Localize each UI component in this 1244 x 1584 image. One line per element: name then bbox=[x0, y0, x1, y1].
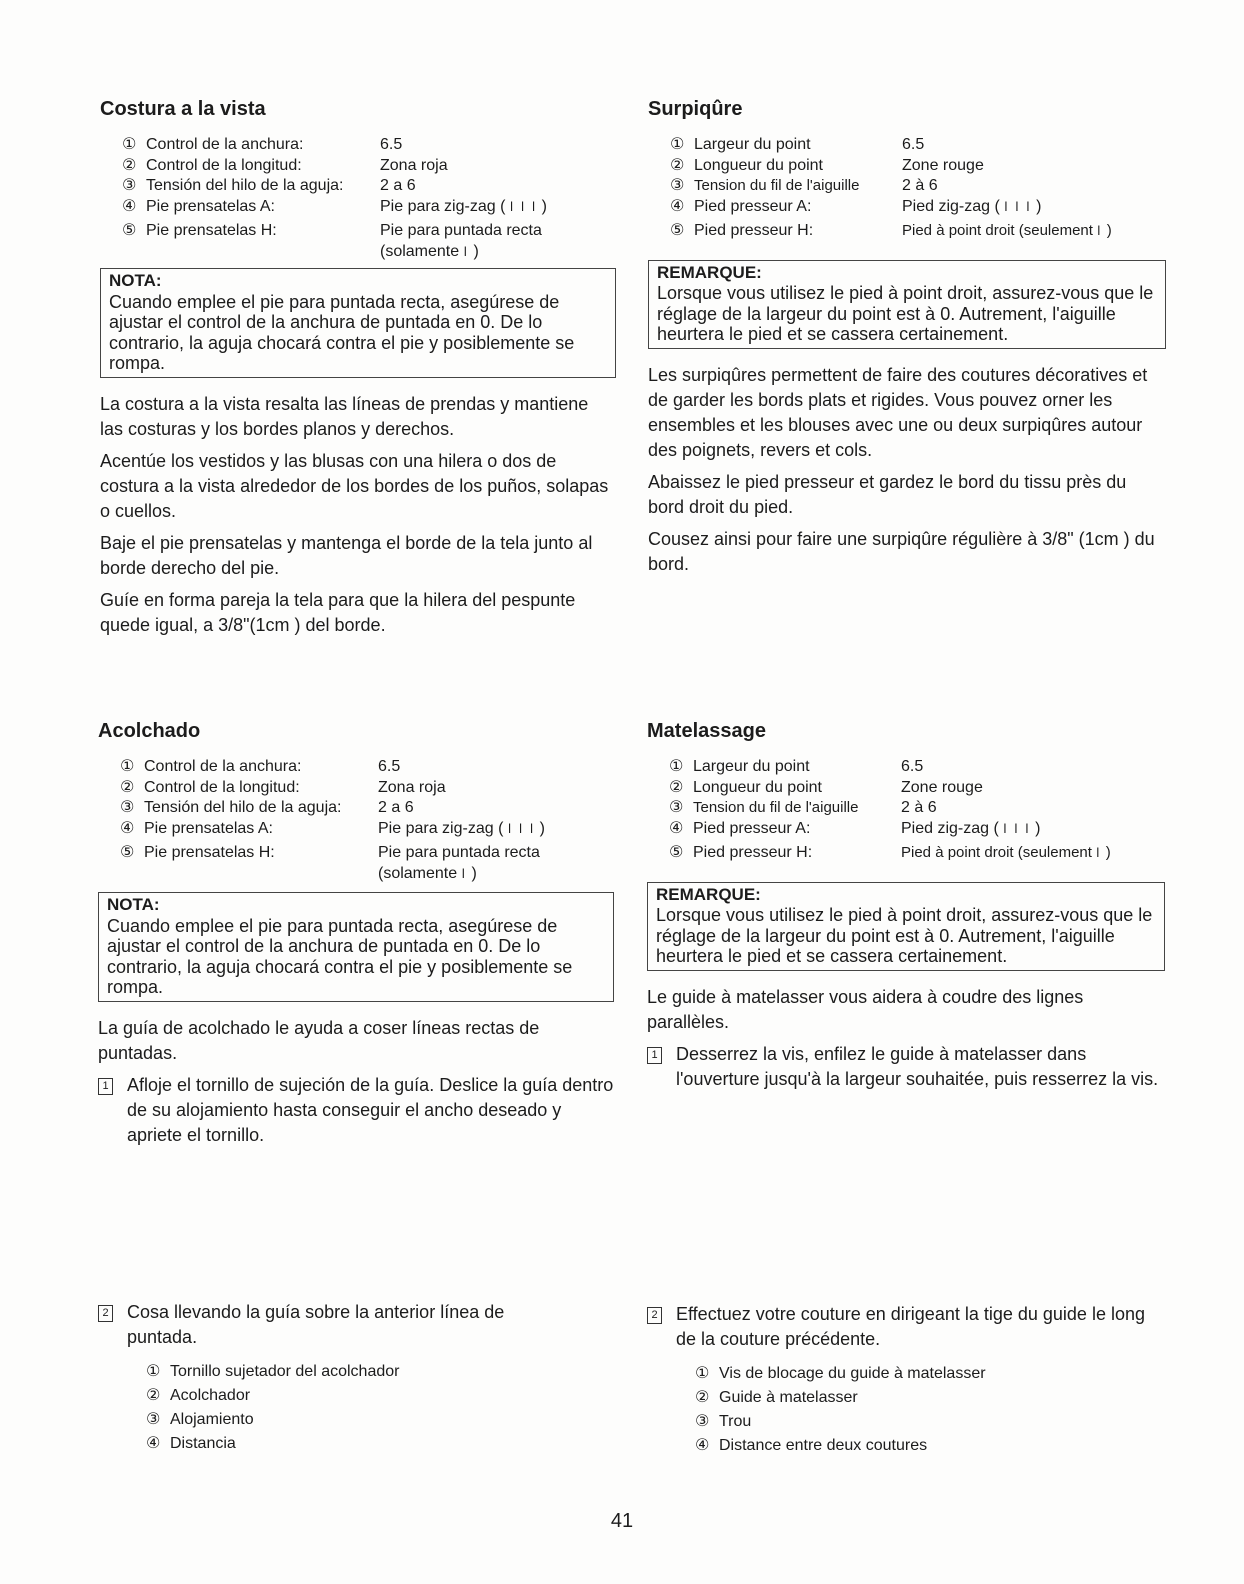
setting-row: ④ Pied presseur A: Pied zig-zag ( ǀ ǀ ǀ ) bbox=[669, 819, 1041, 837]
list-item: ② Guide à matelasser bbox=[695, 1389, 858, 1406]
paragraph: Le guide à matelasser vous aidera à coudre des lignes parallèles. bbox=[647, 986, 1084, 1032]
paragraph: Acentúe los vestidos y las blusas con una hilera o dos de costura a la vista alrededor de los bordes de los puños, solapas o cuellos. bbox=[100, 450, 609, 521]
section-acolchado bbox=[98, 720, 614, 1148]
note-box bbox=[98, 892, 614, 1002]
step-1: 1 Afloje el tornillo de sujeción de la guía. Deslice la guía dentro de su alojamiento hasta conseguir el ancho deseado y apriete el tornillo. bbox=[98, 1073, 614, 1148]
setting-row: ⑤ Pie prensatelas H: Pie para puntada recta (solamente ǀ ) bbox=[122, 222, 542, 260]
setting-row: ③ Tension du fil de l'aiguille 2 à 6 bbox=[670, 177, 938, 194]
paragraph: La guía de acolchado le ayuda a coser líneas rectas de puntadas. bbox=[98, 1017, 540, 1063]
setting-row: ① Control de la anchura: 6.5 bbox=[120, 758, 401, 775]
list-item: ① Vis de blocage du guide à matelasser bbox=[695, 1365, 986, 1382]
list-item: ① Tornillo sujetador del acolchador bbox=[146, 1363, 400, 1380]
step-2: 2 Cosa llevando la guía sobre la anterior línea de puntada. bbox=[98, 1300, 568, 1350]
note-box bbox=[647, 882, 1165, 971]
presser-foot-symbol-icon: ǀ ǀ ǀ bbox=[507, 820, 536, 836]
note-box bbox=[648, 260, 1166, 349]
settings-list bbox=[670, 135, 1166, 242]
setting-row: ⑤ Pied presseur H: Pied à point droit (seulement ǀ ) bbox=[669, 844, 1111, 861]
setting-row: ① Control de la anchura: 6.5 bbox=[122, 136, 403, 153]
step-number-box: 1 bbox=[647, 1047, 662, 1064]
setting-row: ④ Pie prensatelas A: Pie para zig-zag ( ǀ ǀ ǀ ) bbox=[122, 197, 547, 215]
setting-row: ⑤ Pie prensatelas H: Pie para puntada recta (solamente ǀ ) bbox=[120, 844, 540, 882]
settings-list bbox=[122, 135, 616, 262]
settings-list bbox=[120, 757, 614, 884]
parts-list bbox=[146, 1360, 568, 1456]
setting-row: ② Control de la longitud: Zona roja bbox=[122, 156, 448, 174]
note-title: REMARQUE: bbox=[657, 262, 762, 282]
note-title: REMARQUE: bbox=[656, 884, 761, 904]
section-title: Costura a la vista bbox=[100, 98, 266, 120]
presser-foot-symbol-icon: ǀ ǀ ǀ bbox=[509, 198, 538, 214]
setting-row: ① Largeur du point 6.5 bbox=[669, 758, 924, 775]
presser-foot-symbol-icon: ǀ ǀ ǀ bbox=[1003, 820, 1031, 836]
paragraph: Cousez ainsi pour faire une surpiqûre régulière à 3/8" (1cm ) du bord. bbox=[648, 528, 1155, 574]
section-title: Acolchado bbox=[98, 720, 201, 742]
list-item: ② Acolchador bbox=[146, 1387, 251, 1404]
section-matelassage bbox=[647, 720, 1165, 1092]
page-number: 41 bbox=[610, 1510, 634, 1532]
note-text: Lorsque vous utilisez le pied à point droit, assurez-vous que le réglage de la largeur du point est à 0. Autrement, l'aiguille heurtera le pied et se cassera certainement. bbox=[657, 283, 1154, 344]
list-item: ③ Alojamiento bbox=[146, 1411, 254, 1428]
step-number-box: 2 bbox=[647, 1307, 662, 1324]
setting-row: ② Longueur du point Zone rouge bbox=[669, 778, 983, 796]
note-title: NOTA: bbox=[109, 271, 162, 290]
paragraph: Baje el pie prensatelas y mantenga el borde de la tela junto al borde derecho del pie. bbox=[100, 532, 593, 578]
note-text: Cuando emplee el pie para puntada recta, asegúrese de ajustar el control de la anchura de puntada en 0. De lo contrario, la aguja chocará contra el pie y posiblemente se rompa. bbox=[109, 291, 575, 373]
list-item: ④ Distance entre deux coutures bbox=[695, 1437, 928, 1454]
presser-foot-symbol-icon: ǀ bbox=[461, 865, 467, 881]
section-surpiqure bbox=[648, 98, 1166, 584]
setting-row: ① Largeur du point 6.5 bbox=[670, 136, 925, 153]
paragraph: Les surpiqûres permettent de faire des coutures décoratives et de garder les bords plats et rigides. Vous pouvez orner les ensembles et les blouses avec une ou deux surpiqûres autour des poignets, revers et cols. bbox=[648, 364, 1148, 460]
setting-row: ③ Tensión del hilo de la aguja: 2 a 6 bbox=[122, 177, 416, 194]
settings-list bbox=[669, 757, 1165, 864]
parts-list bbox=[695, 1362, 1167, 1458]
paragraph: La costura a la vista resalta las líneas de prendas y mantiene las costuras y los bordes planos y derechos. bbox=[100, 393, 589, 439]
step-2: 2 Effectuez votre couture en dirigeant la tige du guide le long de la couture précédente. bbox=[647, 1302, 1167, 1352]
setting-row: ④ Pie prensatelas A: Pie para zig-zag ( ǀ ǀ ǀ ) bbox=[120, 819, 545, 837]
step-number-box: 1 bbox=[98, 1078, 113, 1095]
paragraph: Guíe en forma pareja la tela para que la hilera del pespunte quede igual, a 3/8"(1cm ) del borde. bbox=[100, 589, 576, 635]
section-acolchado-step2 bbox=[98, 1300, 568, 1456]
setting-row: ③ Tensión del hilo de la aguja: 2 a 6 bbox=[120, 799, 414, 816]
paragraph: Abaissez le pied presseur et gardez le bord du tissu près du bord droit du pied. bbox=[648, 471, 1127, 517]
setting-row: ② Control de la longitud: Zona roja bbox=[120, 778, 446, 796]
note-box bbox=[100, 268, 616, 378]
note-text: Cuando emplee el pie para puntada recta, asegúrese de ajustar el control de la anchura de puntada en 0. De lo contrario, la aguja chocará contra el pie y posiblemente se rompa. bbox=[107, 915, 573, 997]
presser-foot-symbol-icon: ǀ bbox=[1096, 845, 1102, 860]
presser-foot-symbol-icon: ǀ bbox=[463, 243, 469, 259]
step-number-box: 2 bbox=[98, 1305, 113, 1322]
section-matelassage-step2 bbox=[647, 1302, 1167, 1458]
setting-row: ② Longueur du point Zone rouge bbox=[670, 156, 984, 174]
setting-row: ③ Tension du fil de l'aiguille 2 à 6 bbox=[669, 799, 937, 816]
section-costura-a-la-vista bbox=[100, 98, 616, 645]
section-title: Matelassage bbox=[647, 720, 766, 742]
note-text: Lorsque vous utilisez le pied à point droit, assurez-vous que le réglage de la largeur du point est à 0. Autrement, l'aiguille heurtera le pied et se cassera certainement. bbox=[656, 905, 1153, 966]
presser-foot-symbol-icon: ǀ bbox=[1097, 223, 1103, 238]
step-1: 1 Desserrez la vis, enfilez le guide à matelasser dans l'ouverture jusqu'à la largeur souhaitée, puis resserrez la vis. bbox=[647, 1042, 1165, 1092]
list-item: ③ Trou bbox=[695, 1413, 752, 1430]
section-title: Surpiqûre bbox=[648, 98, 743, 120]
setting-row: ⑤ Pied presseur H: Pied à point droit (seulement ǀ ) bbox=[670, 222, 1112, 239]
note-title: NOTA: bbox=[107, 895, 160, 914]
list-item: ④ Distancia bbox=[146, 1435, 236, 1452]
setting-row: ④ Pied presseur A: Pied zig-zag ( ǀ ǀ ǀ ) bbox=[670, 197, 1042, 215]
presser-foot-symbol-icon: ǀ ǀ ǀ bbox=[1004, 198, 1032, 214]
